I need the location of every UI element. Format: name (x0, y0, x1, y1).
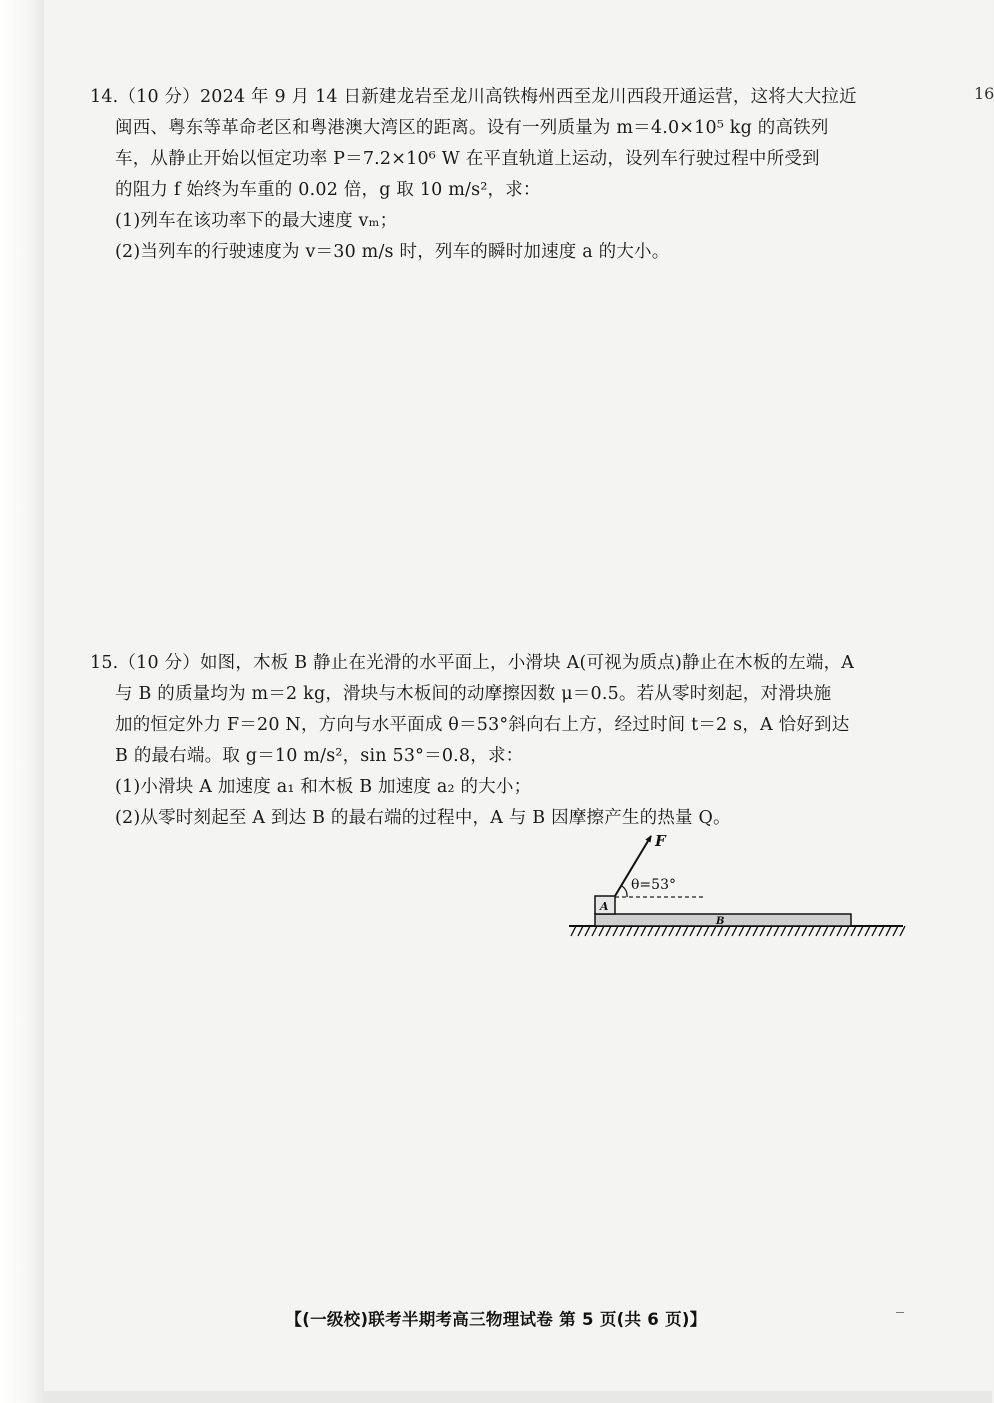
board-b-label: B (716, 916, 725, 927)
hatch-mark (599, 926, 604, 936)
question-15 (90, 648, 922, 834)
hatch-mark (816, 926, 821, 936)
question-14-line: 车，从静止开始以恒定功率 P＝7.2×10⁶ W 在平直轨道上运动，设列车行驶过程中所受到 (115, 149, 820, 169)
hatch-mark (697, 926, 702, 936)
hatch-mark (781, 926, 786, 936)
question-14-part-1: (1)列车在该功率下的最大速度 vₘ； (115, 211, 398, 231)
hatch-mark (746, 926, 751, 936)
question-15-line: 加的恒定外力 F＝20 N，方向与水平面成 θ＝53°斜向右上方，经过时间 t＝2 s，A 恰好到达 (115, 715, 850, 735)
hatch-mark (879, 926, 884, 936)
hatch-mark (865, 926, 870, 936)
scan-edge (0, 0, 44, 1403)
hatch-mark (676, 926, 681, 936)
hatch-mark (809, 926, 814, 936)
hatch-mark (893, 926, 898, 936)
margin-number: 16 (974, 84, 994, 103)
hatch-mark (802, 926, 807, 936)
question-14 (90, 82, 922, 268)
angle-label: θ=53° (631, 877, 676, 893)
question-14-line: 14.（10 分）2024 年 9 月 14 日新建龙岩至龙川高铁梅州西至龙川西段开通运营，这将大大拉近 (90, 87, 857, 107)
hatch-mark (900, 926, 905, 936)
question-15-part-1: (1)小滑块 A 加速度 a₁ 和木板 B 加速度 a₂ 的大小； (115, 777, 532, 797)
force-label: F (655, 832, 666, 850)
hatch-mark (774, 926, 779, 936)
hatch-mark (732, 926, 737, 936)
hatch-mark (690, 926, 695, 936)
hatch-mark (641, 926, 646, 936)
hatch-mark (760, 926, 765, 936)
question-15-part-2: (2)从零时刻起至 A 到达 B 的最右端的过程中，A 与 B 因摩擦产生的热量 Q。 (115, 808, 731, 828)
hatch-mark (872, 926, 877, 936)
hatch-mark (648, 926, 653, 936)
hatch-mark (830, 926, 835, 936)
hatch-mark (837, 926, 842, 936)
hatch-mark (788, 926, 793, 936)
hatch-mark (683, 926, 688, 936)
hatch-mark (718, 926, 723, 936)
hatch-mark (627, 926, 632, 936)
ground-hatching (571, 926, 905, 936)
hatch-mark (711, 926, 716, 936)
hatch-mark (620, 926, 625, 936)
hatch-mark (662, 926, 667, 936)
question-15-line: 与 B 的质量均为 m＝2 kg，滑块与木板间的动摩擦因数 μ＝0.5。若从零时刻起，对滑块施 (115, 684, 832, 704)
hatch-mark (592, 926, 597, 936)
hatch-mark (851, 926, 856, 936)
hatch-mark (823, 926, 828, 936)
question-14-line: 闽西、粤东等革命老区和粤港澳大湾区的距离。设有一列质量为 m＝4.0×10⁵ kg 的高铁列 (115, 118, 829, 138)
hatch-mark (725, 926, 730, 936)
hatch-mark (795, 926, 800, 936)
hatch-mark (669, 926, 674, 936)
block-board-diagram (565, 828, 907, 942)
hatch-mark (704, 926, 709, 936)
hatch-mark (753, 926, 758, 936)
question-14-line: 的阻力 f 始终为车重的 0.02 倍，g 取 10 m/s²，求： (115, 180, 541, 200)
hatch-mark (767, 926, 772, 936)
hatch-mark (606, 926, 611, 936)
scan-mark (896, 1312, 904, 1313)
hatch-mark (844, 926, 849, 936)
block-a-label: A (600, 900, 609, 913)
page-footer: 【(一级校)联考半期考高三物理试卷 第 5 页(共 6 页)】 (285, 1310, 707, 1329)
question-14-part-2: (2)当列车的行驶速度为 v＝30 m/s 时，列车的瞬时加速度 a 的大小。 (115, 242, 670, 262)
hatch-mark (634, 926, 639, 936)
angle-arc (622, 886, 627, 897)
hatch-mark (585, 926, 590, 936)
scan-edge-bottom (44, 1391, 992, 1403)
hatch-mark (739, 926, 744, 936)
question-15-line: B 的最右端。取 g＝10 m/s²，sin 53°＝0.8，求： (115, 746, 524, 766)
hatch-mark (578, 926, 583, 936)
hatch-mark (886, 926, 891, 936)
hatch-mark (858, 926, 863, 936)
hatch-mark (613, 926, 618, 936)
hatch-mark (571, 926, 576, 936)
question-15-line: 15.（10 分）如图，木板 B 静止在光滑的水平面上，小滑块 A(可视为质点)静止在木板的左端，A (90, 653, 855, 673)
hatch-mark (655, 926, 660, 936)
